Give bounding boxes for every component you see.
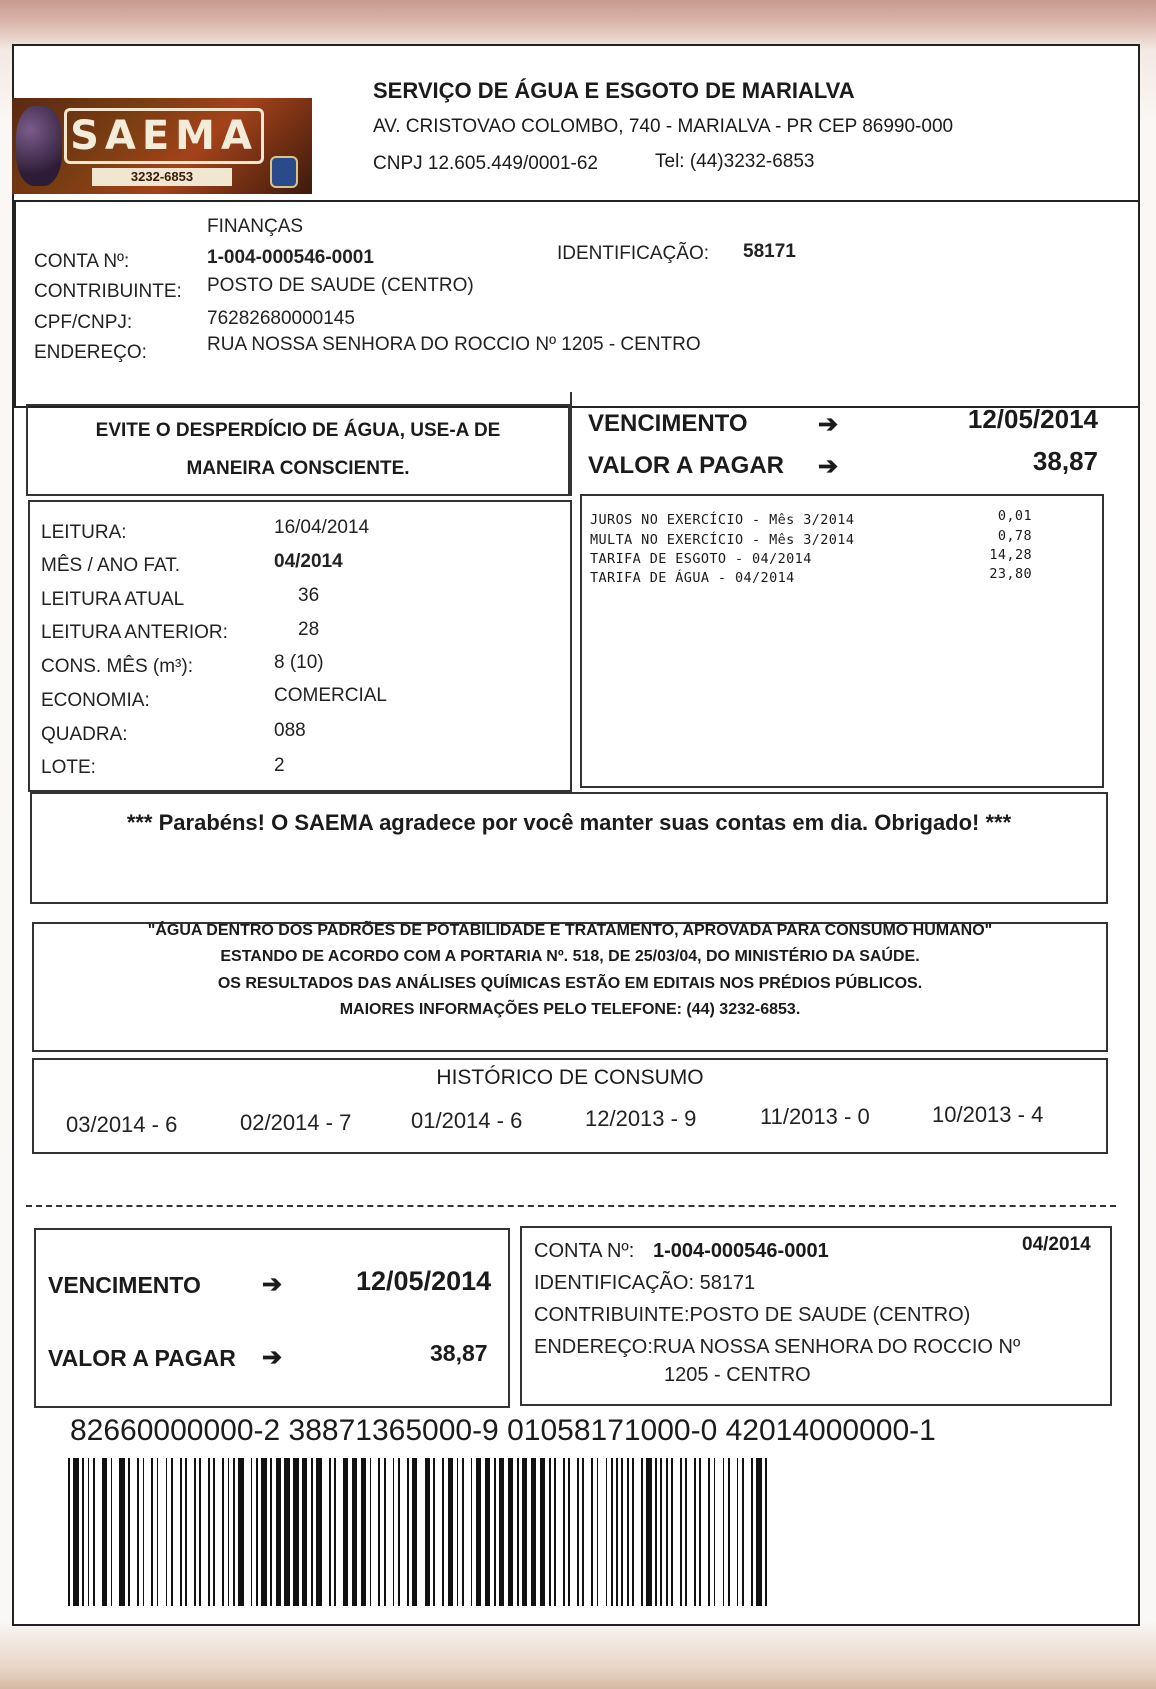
barcode-bar: [598, 1458, 605, 1606]
barcode-bar: [201, 1458, 208, 1606]
barcode-bar: [730, 1458, 737, 1606]
quality-line3: OS RESULTADOS DAS ANÁLISES QUÍMICAS ESTÃO EM EDITAIS NOS PRÉDIOS PÚBLICOS.: [217, 975, 923, 992]
logo-wordmark: SAEMA: [64, 108, 264, 164]
vencimento-label: VENCIMENTO: [588, 410, 748, 437]
quality-line1: "ÁGUA DENTRO DOS PADRÕES DE POTABILIDADE E TRATAMENTO, APROVADA PARA CONSUMO HUMANO": [147, 922, 993, 939]
barcode-bar: [158, 1458, 165, 1606]
barcode-bar: [336, 1458, 343, 1606]
stub-payment-box: [34, 1228, 510, 1408]
cpf-value: 76282680000145: [207, 308, 355, 329]
conta-value: 1-004-000546-0001: [207, 247, 374, 268]
account-box: [14, 200, 1140, 408]
stub-endereco-line2: 1205 - CENTRO: [664, 1364, 811, 1386]
reading-value: 088: [274, 720, 306, 741]
stub-conta-value: 1-004-000546-0001: [653, 1240, 829, 1262]
reading-value: 2: [274, 755, 285, 776]
stub-valor-label: VALOR A PAGAR: [48, 1345, 236, 1371]
charge-desc: TARIFA DE ESGOTO - 04/2014: [590, 551, 812, 567]
notice-box: [26, 404, 570, 496]
reading-label: CONS. MÊS (m³):: [41, 656, 193, 677]
reading-label: LEITURA ANTERIOR:: [41, 622, 228, 643]
reading-value: COMERCIAL: [274, 685, 387, 706]
logo-phone: 3232-6853: [92, 168, 232, 186]
conta-label: CONTA Nº:: [34, 251, 130, 272]
identificacao-label: IDENTIFICAÇÃO:: [557, 243, 710, 264]
history-item: 12/2013 - 9: [585, 1106, 697, 1131]
reading-label: LEITURA ATUAL: [41, 589, 185, 610]
barcode-bar: [322, 1458, 329, 1606]
contribuinte-value: POSTO DE SAUDE (CENTRO): [207, 275, 474, 296]
seal-icon: [270, 156, 298, 188]
stub-endereco-line1: ENDEREÇO:RUA NOSSA SENHORA DO ROCCIO Nº: [534, 1336, 1021, 1358]
reading-value: 04/2014: [274, 551, 343, 572]
stub-vencimento-value: 12/05/2014: [356, 1266, 492, 1296]
company-address: AV. CRISTOVAO COLOMBO, 740 - MARIALVA - PR CEP 86990-000: [373, 116, 954, 137]
charge-value: 0,01: [997, 508, 1032, 524]
company-tel: Tel: (44)3232-6853: [655, 151, 815, 172]
identificacao-value: 58171: [743, 241, 796, 262]
barcode-bar: [435, 1458, 442, 1606]
barcode-bar: [417, 1458, 424, 1606]
barcode-bar: [767, 1458, 771, 1606]
reading-value: 8 (10): [274, 652, 324, 673]
barcode-digits: 82660000000-2 38871365000-9 01058171000-0 42014000000-1: [70, 1414, 936, 1447]
thanks-message: *** Parabéns! O SAEMA agradece por você manter suas contas em dia. Obrigado! ***: [126, 810, 1012, 835]
barcode-bar: [701, 1458, 708, 1606]
barcode-bar: [95, 1458, 102, 1606]
stub-contribuinte: CONTRIBUINTE:POSTO DE SAUDE (CENTRO): [534, 1304, 971, 1326]
barcode-bar: [173, 1458, 180, 1606]
vencimento-value: 12/05/2014: [967, 404, 1098, 434]
company-cnpj: CNPJ 12.605.449/0001-62: [373, 153, 598, 174]
barcode-bar: [386, 1458, 393, 1606]
barcode-bar: [556, 1458, 563, 1606]
barcode-bar: [715, 1458, 722, 1606]
reading-label: ECONOMIA:: [41, 690, 150, 711]
barcode-bar: [187, 1458, 194, 1606]
history-title: HISTÓRICO DE CONSUMO: [436, 1066, 704, 1089]
reading-label: MÊS / ANO FAT.: [41, 555, 181, 576]
reading-value: 36: [298, 585, 320, 606]
stub-vencimento-arrow: ➔: [262, 1271, 283, 1298]
barcode-bar: [400, 1458, 407, 1606]
charge-value: 14,28: [989, 547, 1032, 563]
grapes-icon: [16, 106, 62, 186]
barcode-bar: [215, 1458, 222, 1606]
barcode-bar: [687, 1458, 694, 1606]
reading-label: LEITURA:: [41, 522, 127, 543]
endereco-value: RUA NOSSA SENHORA DO ROCCIO Nº 1205 - CENTRO: [207, 334, 701, 355]
valor-label: VALOR A PAGAR: [588, 452, 784, 479]
stub-vencimento-label: VENCIMENTO: [48, 1272, 201, 1298]
history-item: 03/2014 - 6: [66, 1112, 178, 1137]
reading-label: LOTE:: [41, 757, 96, 778]
reading-value: 28: [298, 619, 320, 640]
history-item: 01/2014 - 6: [411, 1108, 523, 1133]
stub-valor-arrow: ➔: [262, 1344, 283, 1371]
quality-line4: MAIORES INFORMAÇÕES PELO TELEFONE: (44) 3232-6853.: [339, 1001, 801, 1018]
barcode-bar: [371, 1458, 378, 1606]
barcode-bar: [673, 1458, 680, 1606]
barcode: [68, 1458, 772, 1606]
stub-ref: 04/2014: [1022, 1234, 1091, 1255]
charge-value: 23,80: [989, 566, 1032, 582]
notice-line1: EVITE O DESPERDÍCIO DE ÁGUA, USE-A DE: [95, 420, 501, 441]
barcode-bar: [634, 1458, 641, 1606]
notice-line2: MANEIRA CONSCIENTE.: [186, 458, 410, 479]
barcode-bar: [744, 1458, 751, 1606]
contribuinte-label: CONTRIBUINTE:: [34, 281, 182, 302]
barcode-bar: [112, 1458, 119, 1606]
history-item: 02/2014 - 7: [240, 1110, 352, 1135]
charge-desc: MULTA NO EXERCÍCIO - Mês 3/2014: [590, 532, 855, 548]
reading-value: 16/04/2014: [274, 517, 370, 538]
stub-identificacao: IDENTIFICAÇÃO: 58171: [534, 1272, 756, 1294]
valor-value: 38,87: [1032, 446, 1098, 476]
company-name: SERVIÇO DE ÁGUA E ESGOTO DE MARIALVA: [373, 78, 855, 103]
barcode-bar: [144, 1458, 151, 1606]
barcode-bar: [464, 1458, 471, 1606]
history-item: 11/2013 - 0: [760, 1104, 870, 1129]
charge-desc: JUROS NO EXERCÍCIO - Mês 3/2014: [590, 512, 855, 528]
saema-logo: [12, 98, 312, 194]
cpf-label: CPF/CNPJ:: [34, 312, 133, 333]
charge-value: 0,78: [997, 528, 1032, 544]
vencimento-arrow: ➔: [818, 411, 839, 438]
barcode-bar: [584, 1458, 591, 1606]
cut-line: [26, 1205, 1116, 1207]
barcode-bar: [130, 1458, 137, 1606]
charge-desc: TARIFA DE ÁGUA - 04/2014: [590, 570, 795, 586]
reading-label: QUADRA:: [41, 724, 128, 745]
barcode-bar: [570, 1458, 577, 1606]
endereco-label: ENDEREÇO:: [34, 342, 147, 363]
stub-valor-value: 38,87: [430, 1340, 488, 1366]
quality-line2: ESTANDO DE ACORDO COM A PORTARIA Nº. 518, DE 25/03/04, DO MINISTÉRIO DA SAÚDE.: [220, 948, 920, 965]
history-item: 10/2013 - 4: [932, 1102, 1044, 1127]
message-box: [30, 792, 1108, 904]
section-financas: FINANÇAS: [207, 216, 304, 237]
valor-arrow: ➔: [818, 453, 839, 480]
stub-conta-label: CONTA Nº:: [534, 1240, 635, 1262]
barcode-bar: [244, 1458, 251, 1606]
